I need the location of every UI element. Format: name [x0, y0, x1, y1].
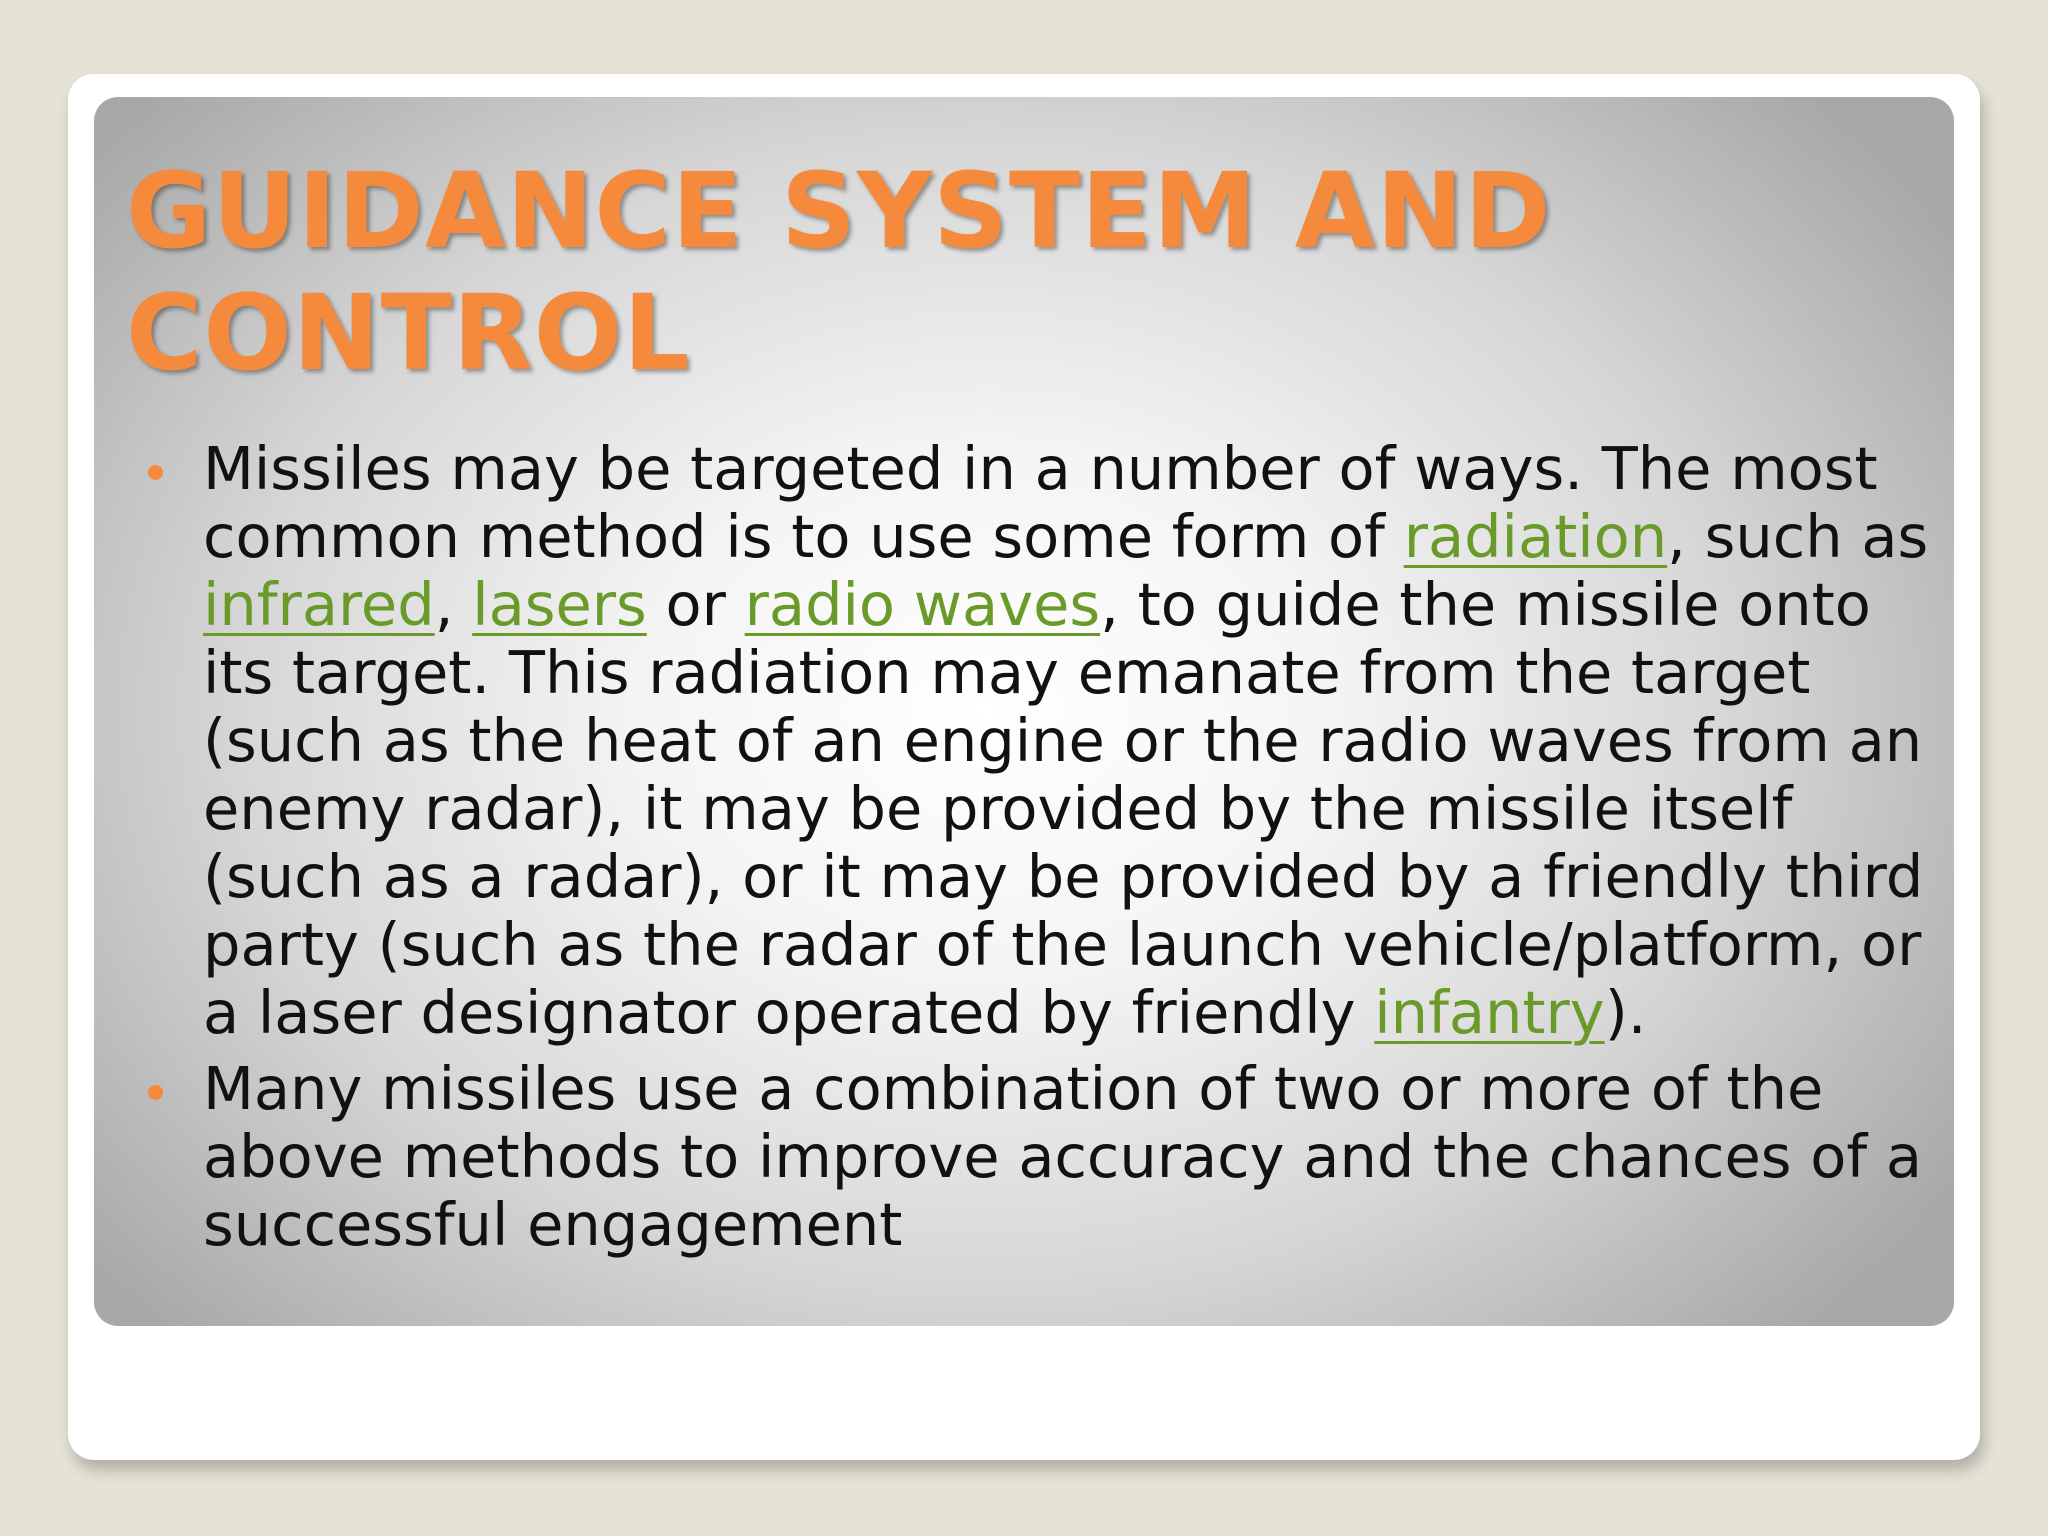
link-radio-waves[interactable]: radio waves: [744, 570, 1101, 639]
bullet-dot-icon: [148, 465, 163, 480]
bullet-item: [203, 435, 1943, 1047]
slide-title: GUIDANCE SYSTEM AND CONTROL: [126, 150, 1552, 394]
bullet-item: [203, 1055, 1943, 1259]
bullet-list: [203, 435, 1943, 1267]
link-infantry[interactable]: infantry: [1374, 978, 1605, 1047]
bullet-text: , such as: [1667, 502, 1929, 571]
link-infrared[interactable]: infrared: [203, 570, 435, 639]
bullet-text: , to guide the missile onto its target. This radiation may emanate from the target (such as the heat of an engine or the radio waves from an enemy radar), it may be provided by the missile itself (such as a radar), or it may be provided by a friendly third party (such as the radar of the launch vehicle/platform, or a laser designator operated by friendly: [203, 570, 1924, 1047]
bullet-dot-icon: [148, 1085, 163, 1100]
bullet-text: Many missiles use a combination of two or more of the above methods to improve accuracy and the chances of a successful engagement: [203, 1054, 1923, 1259]
bullet-text: ,: [434, 570, 473, 639]
bullet-text: Missiles may be targeted in a number of ways. The most common method is to use some form of: [203, 434, 1878, 571]
bullet-text: ).: [1604, 978, 1647, 1047]
bullet-text: or: [646, 570, 745, 639]
link-lasers[interactable]: lasers: [472, 570, 647, 639]
link-radiation[interactable]: radiation: [1403, 502, 1668, 571]
